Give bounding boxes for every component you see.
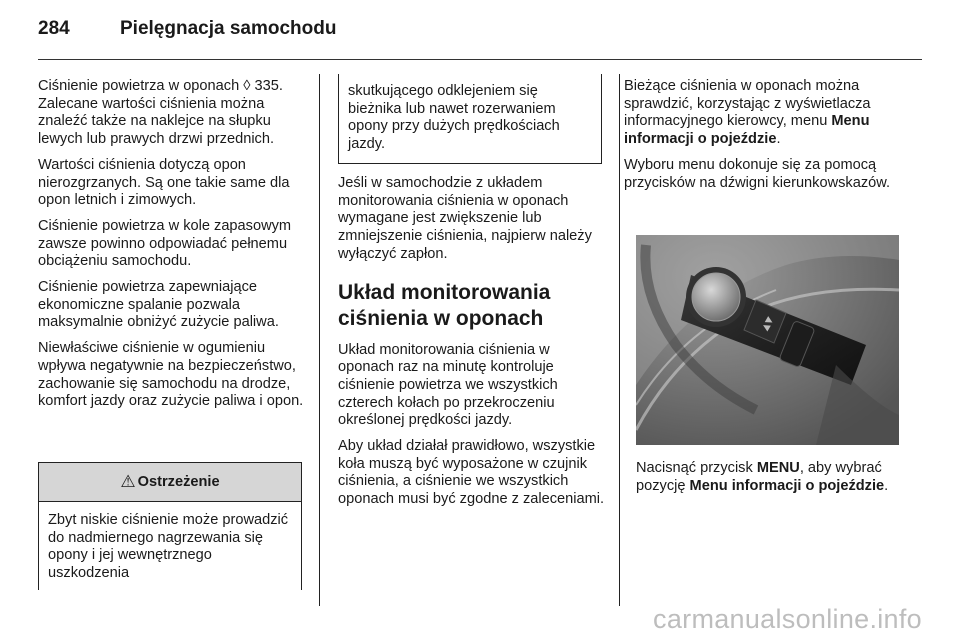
paragraph-tire-pressure-ref: Ciśnienie powietrza w oponach ◊ 335. Zalecane wartości ciśnienia można znaleźć także na naklejce na słupku lewych lub prawych drzwi przednich.	[38, 78, 283, 148]
column-divider-2	[619, 74, 620, 606]
paragraph-press-menu: Nacisnąć przycisk MENU, aby wybrać pozycję Menu informacji o pojeździe.	[636, 460, 889, 494]
svg-text:▲▼: ▲▼	[760, 315, 776, 333]
page-title: Pielęgnacja samochodu	[120, 18, 337, 39]
column-divider-1	[319, 74, 320, 606]
warning-title: Ostrzeżenie	[137, 474, 220, 490]
menu-item-vehicle-info: Menu informacji o pojeździe	[689, 477, 885, 494]
section-title-tpms: Układ monitorowania ciśnienia w oponach	[338, 280, 551, 330]
warning-triangle-icon: ⚠	[120, 472, 136, 491]
paragraph-cold-tires: Wartości ciśnienia dotyczą opon nierozgrzanych. Są one takie same dla opon letnich i zimowych.	[38, 156, 290, 209]
paragraph-spare-wheel: Ciśnienie powietrza w kole zapasowym zawsze powinno odpowiadać pełnemu obciążeniu samochodu.	[38, 217, 292, 270]
menu-button-label: MENU	[756, 460, 800, 476]
warning-header	[39, 463, 301, 502]
warning-text: Zbyt niskie ciśnienie może prowadzić do nadmiernego nagrzewania się opony i jej wewnętrznego uszkodzenia	[48, 512, 289, 582]
turn-signal-lever-photo	[636, 235, 899, 445]
column-1	[38, 78, 306, 419]
warning-continuation-box: skutkującego odklejeniem się bieżnika lub nawet rozerwaniem opony przy dużych prędkościach jazdy.	[338, 74, 602, 164]
paragraph-menu-selection: Wyboru menu dokonuje się za pomocą przycisków na dźwigni kierunkowskazów.	[624, 156, 891, 191]
paragraph-tpms-sensors: Aby układ działał prawidłowo, wszystkie koła muszą być wyposażone w czujnik ciśnienia, a ciśnienie we wszystkich oponach musi być zgodne z zaleceniami.	[338, 438, 605, 508]
column-3	[624, 78, 908, 200]
page-header	[38, 18, 336, 48]
paragraph-economy-pressure: Ciśnienie powietrza zapewniające ekonomiczne spalanie pozwala maksymalnie obniżyć zużycie paliwa.	[38, 279, 279, 331]
header-divider	[38, 59, 922, 60]
column-2	[338, 175, 606, 517]
warning-box	[38, 462, 302, 590]
watermark: carmanualsonline.info	[653, 604, 922, 634]
menu-name-vehicle-info: Menu informacji o pojeździe	[624, 113, 870, 148]
lever-illustration	[636, 235, 899, 445]
paragraph-tpms-check: Układ monitorowania ciśnienia w oponach raz na minutę kontroluje ciśnienie powietrza we wszystkich czterech kołach po przekroczeniu określonej prędkości jazdy.	[338, 341, 558, 429]
paragraph-ignition-off: Jeśli w samochodzie z układem monitorowania ciśnienia w oponach wymagane jest zwiększenie lub zmniejszenie ciśnienia, najpierw należy wyłączyć zapłon.	[338, 175, 592, 262]
page-number: 284	[38, 18, 70, 39]
paragraph-wrong-pressure: Niewłaściwe ciśnienie w ogumieniu wpływa negatywnie na bezpieczeństwo, zachowanie się samochodu na drodze, komfort jazdy oraz zużycie paliwa i opon.	[38, 340, 304, 410]
paragraph-current-pressure: Bieżące ciśnienia w oponach można sprawdzić, korzystając z wyświetlacza informacyjnego kierowcy, menu Menu informacji o pojeździe.	[624, 78, 871, 148]
